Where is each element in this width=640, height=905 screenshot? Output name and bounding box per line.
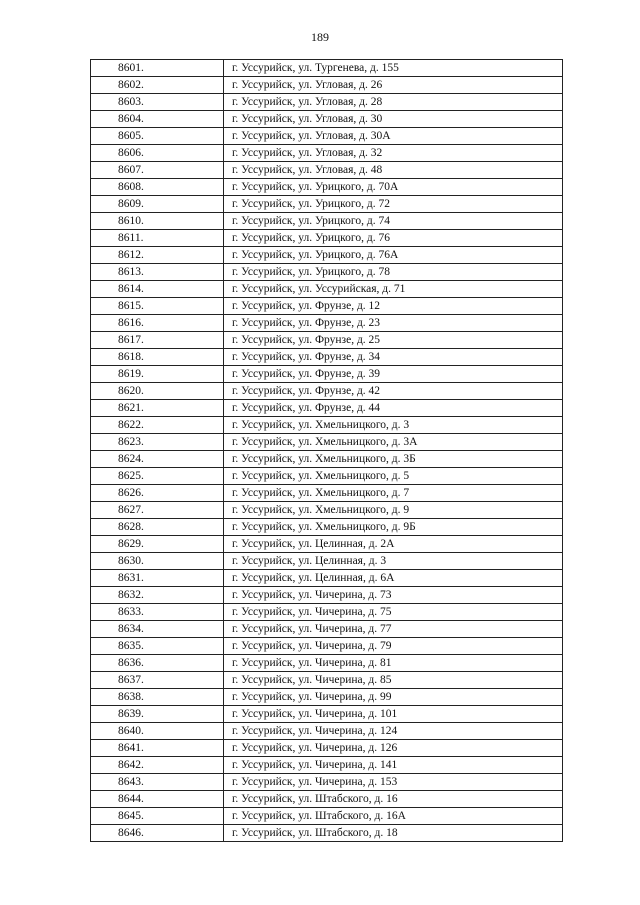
row-number-cell: 8638. [91,689,224,706]
address-cell: г. Уссурийск, ул. Угловая, д. 30А [224,128,563,145]
table-row [91,570,563,587]
row-number-cell: 8619. [91,366,224,383]
row-number-cell: 8633. [91,604,224,621]
address-cell: г. Уссурийск, ул. Хмельницкого, д. 7 [224,485,563,502]
address-cell: г. Уссурийск, ул. Целинная, д. 2А [224,536,563,553]
address-cell: г. Уссурийск, ул. Чичерина, д. 85 [224,672,563,689]
address-cell: г. Уссурийск, ул. Хмельницкого, д. 9Б [224,519,563,536]
address-cell: г. Уссурийск, ул. Угловая, д. 28 [224,94,563,111]
row-number-cell: 8636. [91,655,224,672]
address-cell: г. Уссурийск, ул. Чичерина, д. 75 [224,604,563,621]
row-number-cell: 8609. [91,196,224,213]
table-row [91,162,563,179]
address-cell: г. Уссурийск, ул. Целинная, д. 3 [224,553,563,570]
table-row [91,587,563,604]
row-number-cell: 8646. [91,825,224,842]
page-number: 189 [311,30,329,44]
table-row [91,332,563,349]
row-number-cell: 8607. [91,162,224,179]
address-cell: г. Уссурийск, ул. Чичерина, д. 126 [224,740,563,757]
row-number-cell: 8620. [91,383,224,400]
address-cell: г. Уссурийск, ул. Чичерина, д. 77 [224,621,563,638]
table-row [91,264,563,281]
address-cell: г. Уссурийск, ул. Хмельницкого, д. 3А [224,434,563,451]
address-cell: г. Уссурийск, ул. Урицкого, д. 76А [224,247,563,264]
table-row [91,383,563,400]
table-row [91,247,563,264]
table-row [91,689,563,706]
address-cell: г. Уссурийск, ул. Урицкого, д. 76 [224,230,563,247]
address-cell: г. Уссурийск, ул. Урицкого, д. 72 [224,196,563,213]
table-row [91,315,563,332]
table-row [91,638,563,655]
table-row [91,553,563,570]
row-number-cell: 8643. [91,774,224,791]
address-cell: г. Уссурийск, ул. Штабского, д. 18 [224,825,563,842]
table-row [91,723,563,740]
row-number-cell: 8628. [91,519,224,536]
address-cell: г. Уссурийск, ул. Урицкого, д. 74 [224,213,563,230]
row-number-cell: 8602. [91,77,224,94]
row-number-cell: 8642. [91,757,224,774]
address-cell: г. Уссурийск, ул. Целинная, д. 6А [224,570,563,587]
address-cell: г. Уссурийск, ул. Чичерина, д. 81 [224,655,563,672]
table-row [91,417,563,434]
row-number-cell: 8623. [91,434,224,451]
row-number-cell: 8630. [91,553,224,570]
table-row [91,706,563,723]
address-table-body [91,60,563,842]
row-number-cell: 8622. [91,417,224,434]
address-cell: г. Уссурийск, ул. Фрунзе, д. 42 [224,383,563,400]
address-cell: г. Уссурийск, ул. Урицкого, д. 78 [224,264,563,281]
table-row [91,791,563,808]
row-number-cell: 8637. [91,672,224,689]
table-row [91,825,563,842]
row-number-cell: 8613. [91,264,224,281]
row-number-cell: 8644. [91,791,224,808]
row-number-cell: 8606. [91,145,224,162]
row-number-cell: 8624. [91,451,224,468]
table-row [91,145,563,162]
row-number-cell: 8617. [91,332,224,349]
address-cell: г. Уссурийск, ул. Чичерина, д. 141 [224,757,563,774]
row-number-cell: 8634. [91,621,224,638]
address-cell: г. Уссурийск, ул. Угловая, д. 48 [224,162,563,179]
row-number-cell: 8605. [91,128,224,145]
row-number-cell: 8625. [91,468,224,485]
table-row [91,213,563,230]
table-row [91,434,563,451]
table-row [91,77,563,94]
address-table [90,59,563,842]
row-number-cell: 8612. [91,247,224,264]
row-number-cell: 8610. [91,213,224,230]
address-cell: г. Уссурийск, ул. Угловая, д. 32 [224,145,563,162]
row-number-cell: 8616. [91,315,224,332]
address-cell: г. Уссурийск, ул. Угловая, д. 26 [224,77,563,94]
table-row [91,468,563,485]
row-number-cell: 8645. [91,808,224,825]
address-cell: г. Уссурийск, ул. Чичерина, д. 73 [224,587,563,604]
table-row [91,740,563,757]
row-number-cell: 8615. [91,298,224,315]
table-row [91,400,563,417]
row-number-cell: 8632. [91,587,224,604]
row-number-cell: 8608. [91,179,224,196]
table-row [91,196,563,213]
table-row [91,349,563,366]
table-row [91,298,563,315]
row-number-cell: 8627. [91,502,224,519]
address-cell: г. Уссурийск, ул. Фрунзе, д. 12 [224,298,563,315]
address-cell: г. Уссурийск, ул. Чичерина, д. 101 [224,706,563,723]
row-number-cell: 8641. [91,740,224,757]
table-row [91,604,563,621]
row-number-cell: 8626. [91,485,224,502]
row-number-cell: 8601. [91,60,224,77]
row-number-cell: 8635. [91,638,224,655]
address-cell: г. Уссурийск, ул. Фрунзе, д. 44 [224,400,563,417]
table-row [91,519,563,536]
row-number-cell: 8639. [91,706,224,723]
address-cell: г. Уссурийск, ул. Уссурийская, д. 71 [224,281,563,298]
table-row [91,230,563,247]
table-row [91,536,563,553]
table-row [91,94,563,111]
row-number-cell: 8611. [91,230,224,247]
table-row [91,366,563,383]
address-cell: г. Уссурийск, ул. Фрунзе, д. 23 [224,315,563,332]
address-cell: г. Уссурийск, ул. Хмельницкого, д. 3 [224,417,563,434]
table-row [91,672,563,689]
row-number-cell: 8603. [91,94,224,111]
row-number-cell: 8640. [91,723,224,740]
table-row [91,179,563,196]
address-cell: г. Уссурийск, ул. Хмельницкого, д. 5 [224,468,563,485]
table-row [91,808,563,825]
table-row [91,655,563,672]
table-row [91,451,563,468]
row-number-cell: 8631. [91,570,224,587]
table-row [91,485,563,502]
row-number-cell: 8604. [91,111,224,128]
address-cell: г. Уссурийск, ул. Хмельницкого, д. 9 [224,502,563,519]
address-cell: г. Уссурийск, ул. Фрунзе, д. 34 [224,349,563,366]
row-number-cell: 8614. [91,281,224,298]
address-cell: г. Уссурийск, ул. Чичерина, д. 79 [224,638,563,655]
table-row [91,621,563,638]
table-row [91,757,563,774]
address-cell: г. Уссурийск, ул. Чичерина, д. 99 [224,689,563,706]
table-row [91,281,563,298]
row-number-cell: 8621. [91,400,224,417]
table-row [91,60,563,77]
table-row [91,774,563,791]
address-cell: г. Уссурийск, ул. Штабского, д. 16 [224,791,563,808]
address-cell: г. Уссурийск, ул. Фрунзе, д. 25 [224,332,563,349]
address-cell: г. Уссурийск, ул. Чичерина, д. 153 [224,774,563,791]
address-cell: г. Уссурийск, ул. Штабского, д. 16А [224,808,563,825]
table-row [91,111,563,128]
table-row [91,502,563,519]
address-cell: г. Уссурийск, ул. Фрунзе, д. 39 [224,366,563,383]
row-number-cell: 8629. [91,536,224,553]
address-cell: г. Уссурийск, ул. Чичерина, д. 124 [224,723,563,740]
row-number-cell: 8618. [91,349,224,366]
address-cell: г. Уссурийск, ул. Угловая, д. 30 [224,111,563,128]
address-cell: г. Уссурийск, ул. Хмельницкого, д. 3Б [224,451,563,468]
table-row [91,128,563,145]
address-cell: г. Уссурийск, ул. Тургенева, д. 155 [224,60,563,77]
address-cell: г. Уссурийск, ул. Урицкого, д. 70А [224,179,563,196]
